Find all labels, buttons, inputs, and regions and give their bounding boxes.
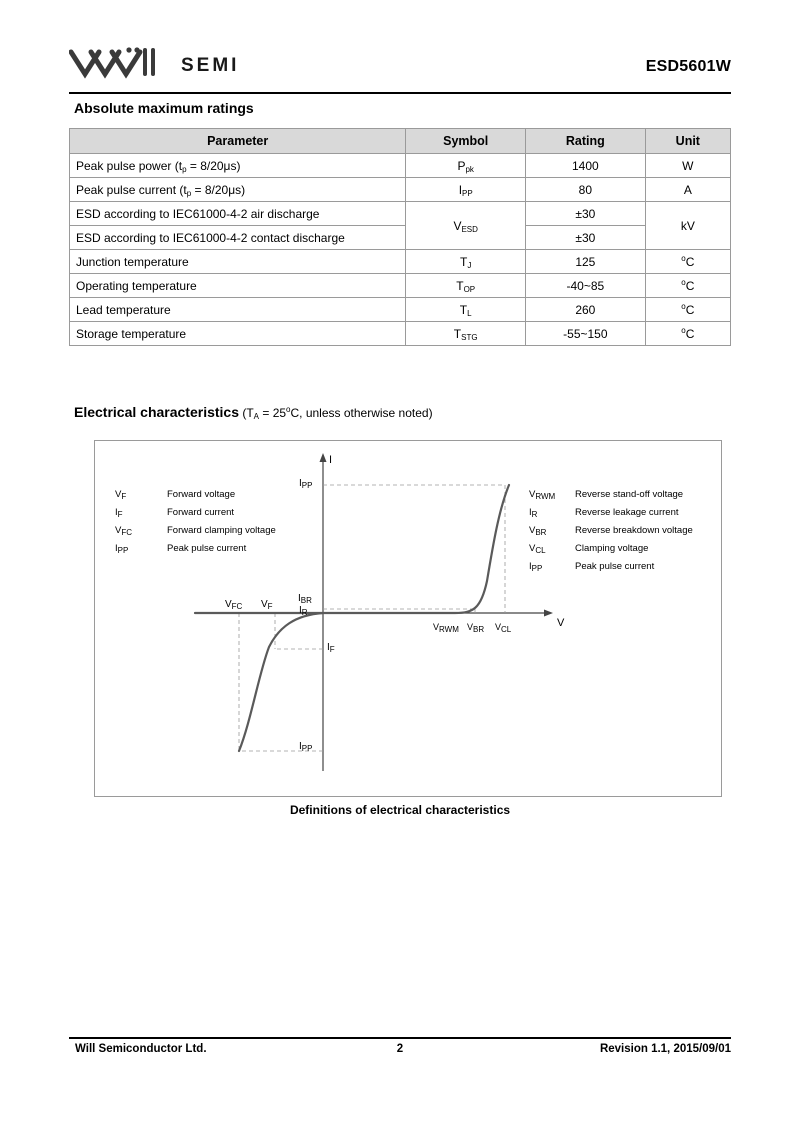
cell-rating: -40~85: [526, 274, 646, 298]
cell-unit: W: [645, 154, 730, 178]
legend-description: Forward voltage: [167, 489, 236, 500]
cell-parameter: Lead temperature: [70, 298, 406, 322]
cell-symbol: $T_{OP}$: [406, 274, 526, 298]
legend-description: Peak pulse current: [167, 543, 247, 554]
cell-unit: $^o$C: [645, 250, 730, 274]
cell-symbol: $I_{PP}$: [406, 178, 526, 202]
table-row: [70, 322, 731, 346]
table-row: [70, 154, 731, 178]
svg-text:V: V: [557, 617, 565, 629]
cell-unit: $^o$C: [645, 322, 730, 346]
figure-caption: Definitions of electrical characteristics: [289, 803, 511, 817]
footer-divider: [69, 1037, 731, 1039]
footer-revision: Revision 1.1, 2015/09/01: [599, 1043, 731, 1055]
cell-rating: ±30: [526, 226, 646, 250]
cell-parameter: Operating temperature: [70, 274, 406, 298]
cell-symbol: $T_L$: [406, 298, 526, 322]
label-vrwm: $V_{RWM}$: [433, 622, 459, 634]
legend-symbol: $I_{PP}$: [529, 561, 543, 573]
cell-parameter: Junction temperature: [70, 250, 406, 274]
cell-rating: 80: [526, 178, 646, 202]
table-row: [70, 226, 731, 250]
column-header-symbol: Symbol: [406, 129, 526, 154]
legend-symbol: $I_F$: [115, 507, 123, 519]
label-vfc: $V_{FC}$: [225, 599, 243, 611]
legend-description: Reverse breakdown voltage: [575, 525, 693, 536]
legend-description: Forward clamping voltage: [167, 525, 276, 536]
legend-symbol: $I_{PP}$: [115, 543, 129, 555]
label-vf: $V_F$: [261, 599, 273, 611]
iv-characteristics-figure: [94, 440, 722, 797]
electrical-note: ($T_A = 25^oC$, unless otherwise noted): [242, 405, 433, 421]
cell-symbol: $P_{pk}$: [406, 154, 526, 178]
part-number: ESD5601W: [645, 58, 731, 75]
iv-curve-plot: [95, 441, 721, 794]
legend-description: Clamping voltage: [575, 543, 649, 554]
cell-symbol: $T_J$: [406, 250, 526, 274]
footer-page-number: 2: [396, 1043, 404, 1055]
table-row: [70, 298, 731, 322]
legend-symbol: $I_R$: [529, 507, 538, 519]
footer-company: Will Semiconductor Ltd.: [75, 1043, 207, 1055]
section-title-absolute-max: Absolute maximum ratings: [74, 100, 254, 116]
cell-rating: ±30: [526, 202, 646, 226]
legend-description: Reverse stand-off voltage: [575, 489, 684, 500]
table-row: [70, 250, 731, 274]
cell-rating: -55~150: [526, 322, 646, 346]
cell-parameter: ESD according to IEC61000-4-2 contact discharge: [70, 226, 406, 250]
page-header: [69, 46, 731, 92]
table-row: [70, 178, 731, 202]
cell-parameter: ESD according to IEC61000-4-2 air discharge: [70, 202, 406, 226]
table-row: [70, 274, 731, 298]
cell-rating: 1400: [526, 154, 646, 178]
cell-unit: $^o$C: [645, 298, 730, 322]
svg-text:I: I: [329, 454, 333, 466]
label-ir: $I_R$: [299, 605, 308, 617]
table-header-row: [70, 129, 731, 154]
brand-logo: [69, 46, 239, 80]
legend-symbol: $V_F$: [115, 489, 127, 501]
legend-description: Peak pulse current: [575, 561, 655, 572]
label-ipp-top: $I_{PP}$: [299, 478, 313, 490]
column-header-parameter: Parameter: [70, 129, 406, 154]
column-header-unit: Unit: [645, 129, 730, 154]
section-title-electrical: Electrical characteristics ($T_A = 25^oC$, unless otherwise noted): [74, 404, 433, 421]
will-semi-logo-icon: [69, 46, 175, 80]
legend-symbol: $V_{CL}$: [529, 543, 546, 555]
cell-unit: $^o$C: [645, 274, 730, 298]
cell-parameter: Peak pulse current $(t_p = 8/20\mu s)$: [70, 178, 406, 202]
legend-symbol: $V_{FC}$: [115, 525, 133, 537]
cell-symbol: $T_{STG}$: [406, 322, 526, 346]
label-vbr: $V_{BR}$: [467, 622, 485, 634]
cell-rating: 260: [526, 298, 646, 322]
cell-rating: 125: [526, 250, 646, 274]
legend-description: Reverse leakage current: [575, 507, 679, 518]
cell-parameter: Storage temperature: [70, 322, 406, 346]
legend-description: Forward current: [167, 507, 235, 518]
cell-parameter: Peak pulse power $(t_p = 8/20\mu s)$: [70, 154, 406, 178]
logo-text: SEMI: [181, 55, 240, 76]
legend-symbol: $V_{RWM}$: [529, 489, 556, 501]
cell-unit: kV: [645, 202, 730, 250]
label-ibr: $I_{BR}$: [298, 593, 312, 605]
label-if: $I_F$: [327, 642, 335, 654]
column-header-rating: Rating: [526, 129, 646, 154]
header-divider: [69, 92, 731, 94]
label-ipp-bottom: $I_{PP}$: [299, 741, 313, 753]
cell-unit: A: [645, 178, 730, 202]
label-vcl: $V_{CL}$: [495, 622, 512, 634]
cell-symbol: $V_{ESD}$: [406, 202, 526, 250]
legend-symbol: $V_{BR}$: [529, 525, 547, 537]
table-row: [70, 202, 731, 226]
absolute-maximum-ratings-table: [69, 128, 731, 346]
